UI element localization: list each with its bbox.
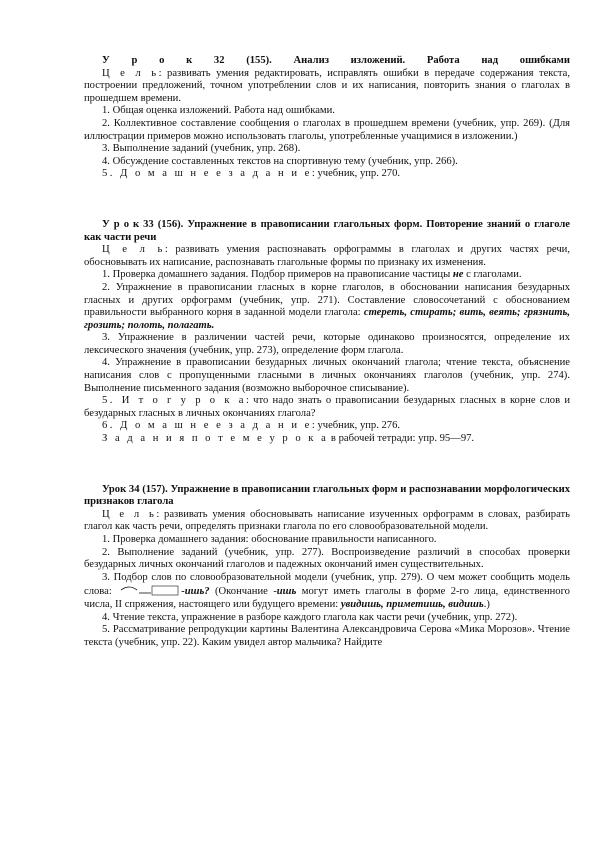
item-text: с глаголами. xyxy=(463,269,522,281)
ending-ish: -ишь? xyxy=(181,586,210,598)
particle-ne: не xyxy=(452,269,464,281)
tasks-text: в рабочей тетради: упр. 95—97. xyxy=(328,433,475,445)
item-text: (Окончание - xyxy=(209,586,277,598)
lesson34-title: Урок 34 (157). Упражнение в правописании глагольных форм и распознавании морфологических признаков глагола xyxy=(84,483,570,508)
lesson33-item2 xyxy=(84,282,570,332)
lesson34-item5: 5. Рассматривание репродукции картины Валентина Александровича Серова «Мика Морозов». Чтение текста (учебник, упр. 22). Каким увидел автор мальчика? Найдите xyxy=(84,624,570,648)
item-text: 3. Подбор слов по словообразовательной модели (учебник, упр. 279). О чем может сообщить модель слова: xyxy=(84,571,570,598)
lesson33-goal xyxy=(84,244,570,269)
goal-text: : развивать умения обосновывать написание изученных орфограмм в словах, разбирать глагол как часть речи, определять признаки глагола по его словообразовательной модели. xyxy=(84,508,570,533)
item-text: .) xyxy=(483,598,490,610)
lesson33-item4: 4. Упражнение в правописании безударных личных окончаний глагола; чтение текста, объяснение написания слов с пропущенными гласными в личных окончаниях глаголов (учебник, упр. 274). Выполнение письменного задания (возможно выборочное списывание). xyxy=(84,357,570,394)
goal-label: Ц е л ь xyxy=(102,244,165,256)
item-text: 1. Проверка домашнего задания. Подбор примеров на правописание частицы xyxy=(102,269,453,281)
section-gap xyxy=(84,446,570,484)
lesson34-item4: 4. Чтение текста, упражнение в разборе каждого глагола как части речи (учебник, упр. 272). xyxy=(102,611,518,623)
section-gap xyxy=(84,181,570,219)
lesson32-item5 xyxy=(84,168,570,181)
word-model-scheme xyxy=(119,584,179,596)
lesson34-item3 xyxy=(84,572,570,612)
homework-label: 6. Д о м а ш н е е з а д а н и е xyxy=(102,420,312,432)
lesson33-title: У р о к 33 (156). Упражнение в правописании глагольных форм. Повторение знаний о глаголе как части речи xyxy=(84,218,570,243)
lesson32-goal xyxy=(84,68,570,106)
morpheme-scheme-icon xyxy=(119,584,179,596)
homework-label: 5. Д о м а ш н е е з а д а н и е xyxy=(102,168,312,180)
item-text: 2. Упражнение в правописании гласных в корне глаголов, в обосновании написания безударных гласных и других орфограмм (учебник, упр. 271). Составление словосочетаний с обоснованием правильности выбранного корня в заданной модели глагола: xyxy=(84,281,570,319)
lesson33-extra xyxy=(84,433,570,446)
goal-text: : развивать умения редактировать, исправлять ошибки в передаче содержания текста, построении предложений, точном употреблении слов и их написания, повторить знания о глаголах в прошедшем времени. xyxy=(84,67,570,104)
homework-text: : учебник, упр. 276. xyxy=(311,420,401,432)
goal-label: Ц е л ь xyxy=(102,67,159,79)
ending-ish: ишь xyxy=(276,586,297,598)
example-words: увидишь, приметишь, видишь xyxy=(340,598,484,610)
lesson33-item1 xyxy=(84,269,570,282)
lesson32-item3: 3. Выполнение заданий (учебник, упр. 268). xyxy=(102,143,301,155)
lesson34-item1: 1. Проверка домашнего задания: обоснование правильности написанного. xyxy=(102,534,437,545)
summary-text: : что надо знать о правописании безударных гласных в корне слов и безударных гласных в личных окончаниях глагола? xyxy=(84,395,570,419)
lesson33-item3: 3. Упражнение в различении частей речи, которые одинаково произносятся, определение их лексического значения (учебник, упр. 273), определение форм глагола. xyxy=(84,332,570,356)
lesson32-title: У р о к 32 (155). Анализ изложений. Работа над ошибками xyxy=(102,55,570,66)
tasks-label: З а д а н и я п о т е м е у р о к а xyxy=(102,433,329,445)
lesson32-item2: 2. Коллективное составление сообщения о глаголах в прошедшем времени (учебник, упр. 269). (Для иллюстрации примеров можно использовать глаголы, употребленные учащимися в изложении.) xyxy=(84,117,570,142)
goal-label: Ц е л ь xyxy=(102,508,157,520)
goal-text: : развивать умения распознавать орфограммы в глаголах и других частях речи, обосновывать их написание, распознавать глагольные формы по признаку их изменения. xyxy=(84,244,570,268)
lesson33-item5 xyxy=(84,395,570,420)
lesson34-item2: 2. Выполнение заданий (учебник, упр. 277). Воспроизведение различий в способах проверки безударных личных окончаний глаголов и падежных окончаний имен существительных. xyxy=(84,546,570,571)
text-column xyxy=(84,55,570,649)
lesson32-item1: 1. Общая оценка изложений. Работа над ошибками. xyxy=(102,105,335,117)
lesson33-item6 xyxy=(84,420,570,433)
item-text: могут иметь глаголы в форме 2-го лица, единственного числа, II спряжения, настоящего или будущего времени: xyxy=(84,586,570,610)
lesson34-goal xyxy=(84,509,570,534)
summary-label: 5. И т о г у р о к а xyxy=(102,395,246,407)
lesson32-item4: 4. Обсуждение составленных текстов на спортивную тему (учебник, упр. 266). xyxy=(102,155,458,167)
homework-text: : учебник, упр. 270. xyxy=(311,168,401,180)
example-words: стереть, стирать; вить, веять; грязнить, грозить; полоть, полагать. xyxy=(84,307,570,331)
